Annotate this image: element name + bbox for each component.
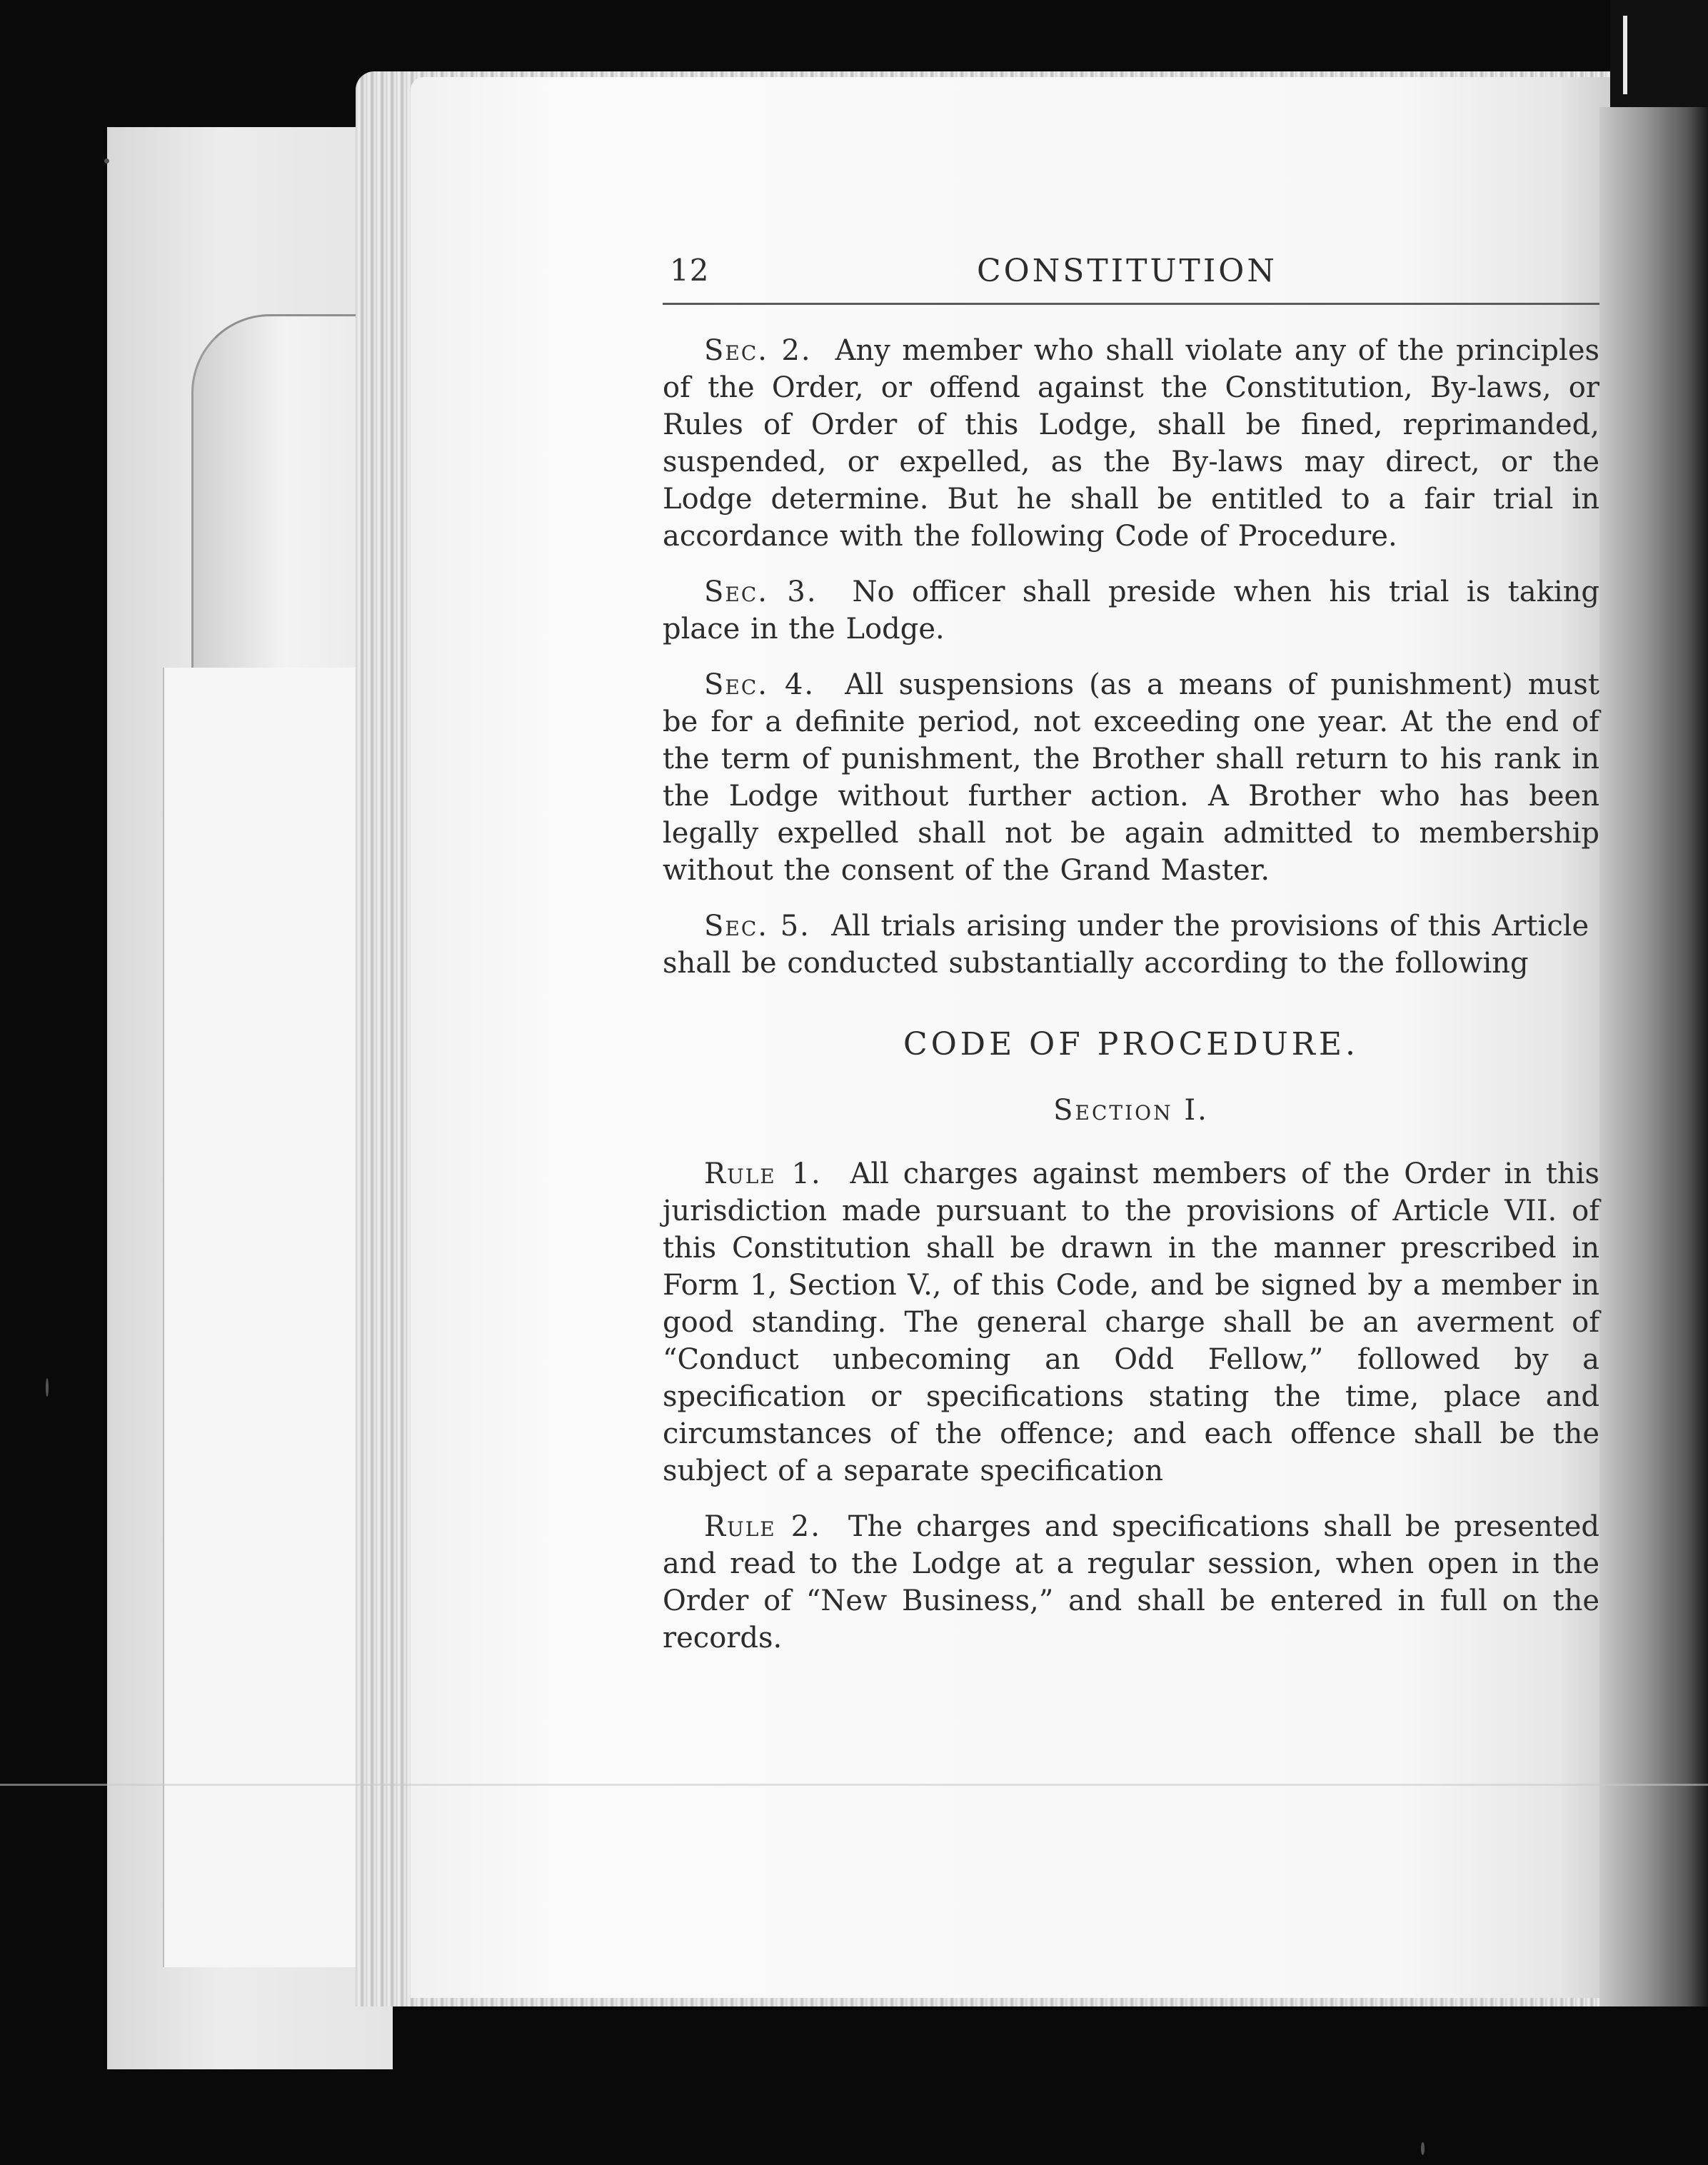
section-text: All suspensions (as a means of punishment) must be for a definite period, not exceeding one year. At the end of the term of punishment, the Brother shall return to his rank in the Lodge without further action. A Brother who has been legally expelled shall not be again admitted to membership without the consent of the Grand Master. (663, 668, 1600, 887)
section-paragraph (663, 666, 1599, 889)
rule-label: Rule 1. (704, 1157, 822, 1190)
rule-label: Rule 2. (704, 1510, 821, 1543)
speck (104, 159, 109, 164)
text-column (663, 243, 1599, 1675)
running-title: CONSTITUTION (977, 253, 1277, 289)
running-head (663, 243, 1599, 305)
section-paragraph (663, 332, 1599, 555)
gutter-shadow (1599, 107, 1708, 2006)
rule-paragraph (663, 1508, 1599, 1657)
section-paragraph (663, 573, 1599, 648)
section-text: No officer shall preside when his trial is taking place in the Lodge. (663, 576, 1599, 646)
section-label: Sec. 3. (704, 576, 818, 608)
code-section-heading: Section I. (1053, 1094, 1209, 1127)
page-number: 12 (670, 253, 710, 288)
scan-artifact-line (0, 1784, 1708, 1786)
speck (1421, 2142, 1425, 2155)
rule-paragraph (663, 1155, 1599, 1490)
rule-text: The charges and specifications shall be presented and read to the Lodge at a regular session, when open in the Order of “New Business,” and shall be entered in full on the records. (663, 1510, 1599, 1654)
section-paragraph (663, 908, 1599, 982)
speck (46, 1378, 49, 1397)
section-text: All trials arising under the provisions of this Article shall be conducted substantially according to the following (663, 910, 1589, 980)
rule-text: All charges against members of the Order in this jurisdiction made pursuant to the provisions of Article VII. of this Constitution shall be drawn in the manner prescribed in Form 1, Section V., of this Code, and be signed by a member in good standing. The general charge shall be an averment of “Conduct unbecoming an Odd Fellow,” followed by a specification or specifications stating the time, place and circumstances of the offence; and each offence shall be the subject of a separate specification (663, 1157, 1599, 1487)
section-label: Sec. 5. (704, 910, 810, 943)
code-heading: CODE OF PROCEDURE. (903, 1026, 1359, 1063)
paper-insert (163, 668, 378, 1967)
section-label: Sec. 2. (704, 334, 812, 367)
section-text: Any member who shall violate any of the principles of the Order, or offend against the Constitution, By-laws, or Rules of Order of this Lodge, shall be fined, reprimanded, suspended, or expelled, as the By-laws may direct, or the Lodge determine. But he shall be entitled to a fair trial in accordance with the following Code of Procedure. (663, 334, 1600, 553)
section-label: Sec. 4. (704, 668, 815, 701)
scan-corner (1610, 0, 1708, 107)
